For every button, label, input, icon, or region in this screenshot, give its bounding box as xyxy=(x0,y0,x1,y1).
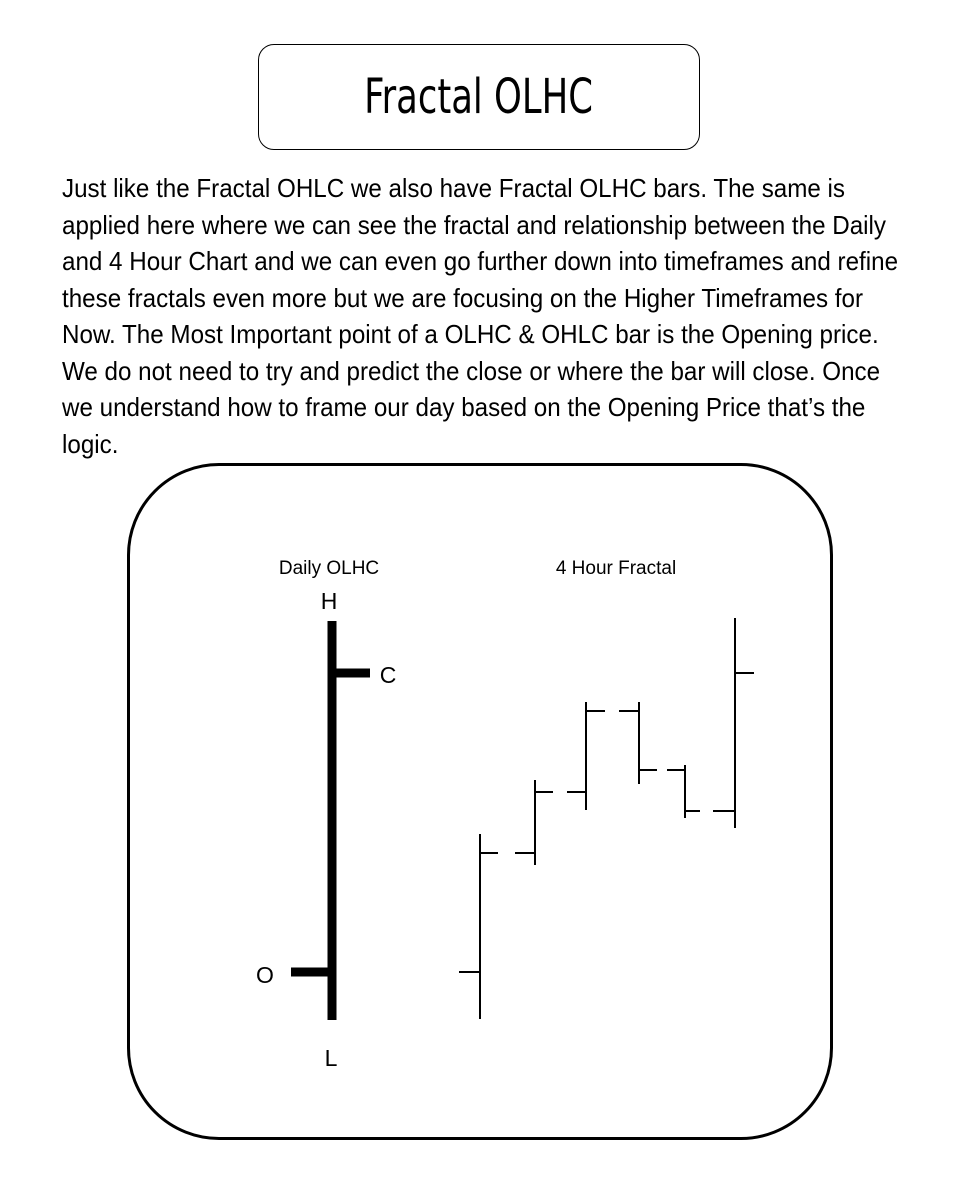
low-label: L xyxy=(324,1045,338,1071)
four-hour-fractal-label: 4 Hour Fractal xyxy=(555,558,677,579)
paragraph-line: these fractals even more but we are focusing on the Higher Timeframes for xyxy=(62,282,864,313)
open-label: O xyxy=(256,962,274,988)
paragraph-line: logic. xyxy=(62,428,119,459)
fractal-bar-6 xyxy=(713,618,754,828)
fractal-bar-4 xyxy=(619,702,657,784)
high-label: H xyxy=(320,588,338,614)
close-label: C xyxy=(379,662,397,688)
daily-bar xyxy=(291,621,370,1020)
fractal-bar-5 xyxy=(667,765,700,818)
paragraph-line: Now. The Most Important point of a OLHC & OHLC bar is the Opening price. xyxy=(62,319,879,349)
paragraph-line: and 4 Hour Chart and we can even go further down into timeframes and refine xyxy=(62,246,899,276)
paragraph-line: We do not need to try and predict the close or where the bar will close. Once xyxy=(62,355,881,386)
daily-ohlc-label: Daily OLHC xyxy=(278,558,380,579)
fractal-bar-3 xyxy=(567,702,605,810)
paragraph-line: applied here where we can see the fractal and relationship between the Daily xyxy=(62,209,886,240)
fractal-bar-2 xyxy=(515,780,553,865)
paragraph-line: we understand how to frame our day based on the Opening Price that’s the xyxy=(62,392,866,422)
page-title: Fractal OLHC xyxy=(364,69,594,125)
fractal-bar-1 xyxy=(459,834,498,1019)
paragraph-line: Just like the Fractal OHLC we also have Fractal OLHC bars. The same is xyxy=(62,173,846,203)
fractal-bars xyxy=(459,618,754,1019)
